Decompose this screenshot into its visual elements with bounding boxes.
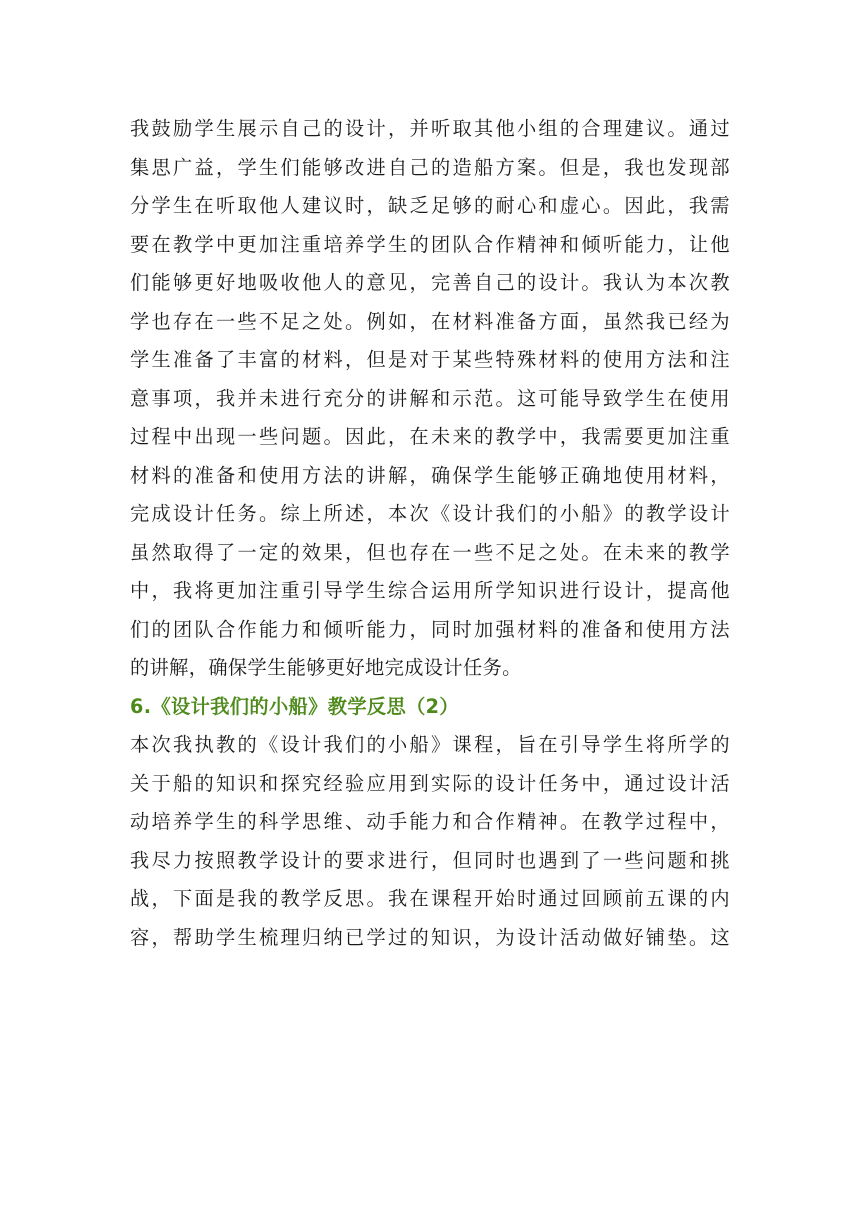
text-line: 学也存在一些不足之处。例如，在材料准备方面，虽然我已经为 [130,309,730,333]
text-line: 要在教学中更加注重培养学生的团队合作精神和倾听能力，让他 [130,232,730,256]
text-line: 战，下面是我的教学反思。我在课程开始时通过回顾前五课的内 [130,887,730,910]
text-line: 关于船的知识和探究经验应用到实际的设计任务中，通过设计活 [130,771,730,795]
text-line: 容，帮助学生梳理归纳已学过的知识，为设计活动做好铺垫。这 [130,925,730,949]
text-line: 过程中出现一些问题。因此，在未来的教学中，我需要更加注重 [130,425,730,448]
text-line: 们能够更好地吸收他人的意见，完善自己的设计。我认为本次教 [130,271,730,294]
text-line: 意事项，我并未进行充分的讲解和示范。这可能导致学生在使用 [130,386,730,410]
paragraph-reflection-2 [130,726,730,957]
text-line: 材料的准备和使用方法的讲解，确保学生能够正确地使用材料， [130,463,730,487]
text-line: 虽然取得了一定的效果，但也存在一些不足之处。在未来的教学 [130,540,730,564]
text-line: 我尽力按照教学设计的要求进行，但同时也遇到了一些问题和挑 [130,848,730,872]
section-heading: 6.《设计我们的小船》教学反思（2） [130,694,460,718]
text-line: 动培养学生的科学思维、动手能力和合作精神。在教学过程中， [130,810,730,833]
text-line: 我鼓励学生展示自己的设计，并听取其他小组的合理建议。通过 [130,117,730,140]
text-line: 完成设计任务。综上所述，本次《设计我们的小船》的教学设计 [130,502,730,525]
text-line: 们的团队合作能力和倾听能力，同时加强材料的准备和使用方法 [130,617,730,641]
text-line: 中，我将更加注重引导学生综合运用所学知识进行设计，提高他 [130,579,730,602]
text-line-last: 的讲解，确保学生能够更好地完成设计任务。 [130,656,522,679]
paragraph-reflection-1 [130,110,730,688]
text-line: 本次我执教的《设计我们的小船》课程，旨在引导学生将所学的 [130,733,730,756]
document-body [130,110,730,957]
text-line: 学生准备了丰富的材料，但是对于某些特殊材料的使用方法和注 [130,348,730,371]
text-line: 分学生在听取他人建议时，缺乏足够的耐心和虚心。因此，我需 [130,194,730,217]
text-line: 集思广益，学生们能够改进自己的造船方案。但是，我也发现部 [130,155,730,179]
